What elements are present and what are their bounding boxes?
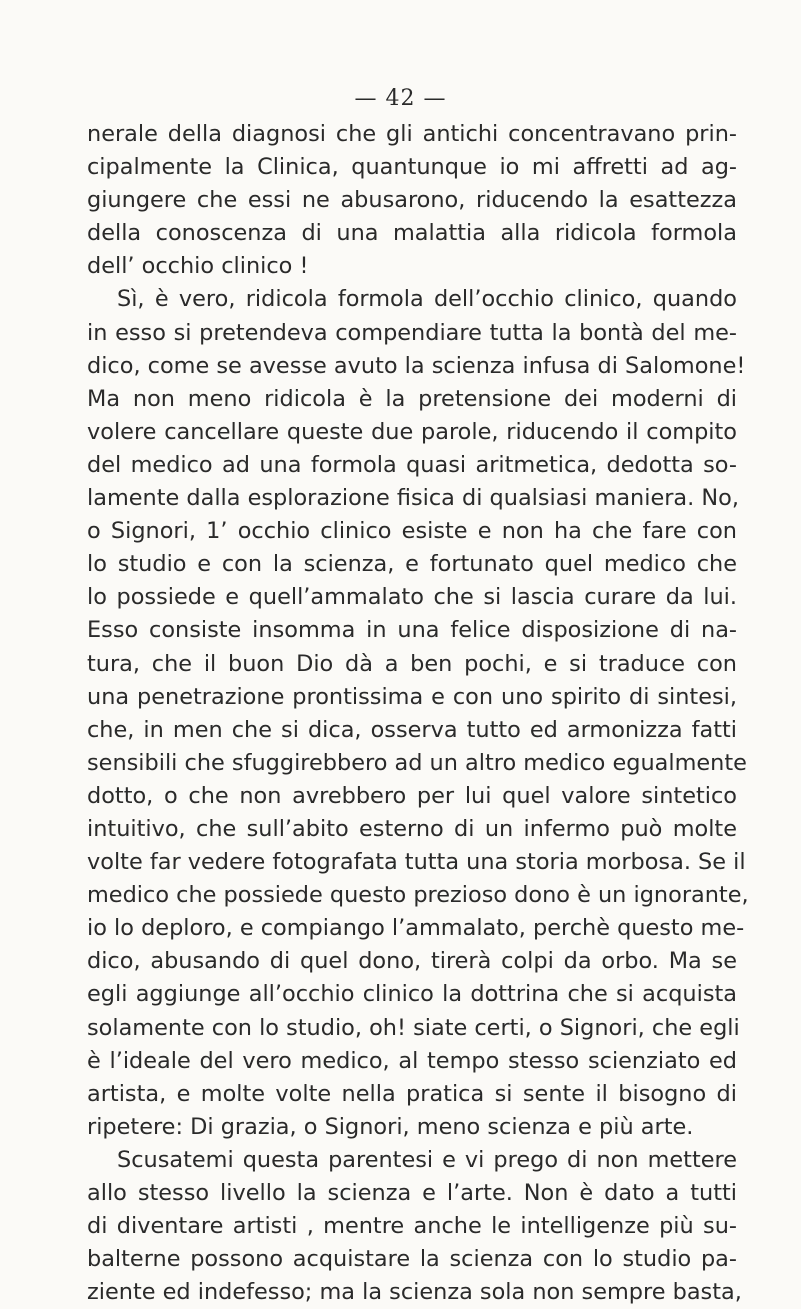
text-line: ziente ed indefesso; ma la scienza sola non sempre basta,: [87, 1279, 742, 1306]
body-text: [87, 118, 749, 1309]
text-line: solamente con lo studio, oh! siate certi, o Signori, che egli: [87, 1014, 740, 1041]
text-line: che, in men che si dica, osserva tutto ed armonizza fatti: [87, 716, 737, 743]
text-line: o Signori, 1’ occhio clinico esiste e non ha che fare con: [87, 518, 737, 545]
text-line: nerale della diagnosi che gli antichi concentravano prin-: [87, 121, 737, 147]
text-line: artista, e molte volte nella pratica si sente il bisogno di: [87, 1080, 737, 1107]
text-line: Sì, è vero, ridicola formola dell’occhio clinico, quando: [117, 286, 737, 313]
text-line: medico che possiede questo prezioso dono è un ignorante,: [87, 882, 749, 909]
text-line: volere cancellare queste due parole, riducendo il compito: [87, 418, 737, 445]
text-line: dotto, o che non avrebbero per lui quel valore sintetico: [87, 782, 737, 809]
text-line: lo studio e con la scienza, e fortunato quel medico che: [87, 551, 737, 578]
text-line: egli aggiunge all’occhio clinico la dottrina che si acquista: [87, 981, 737, 1008]
text-line: volte far vedere fotografata tutta una storia morbosa. Se il: [87, 849, 746, 876]
text-line: sensibili che sfuggirebbero ad un altro medico egualmente: [87, 749, 747, 776]
text-line: dell’ occhio clinico !: [87, 253, 309, 280]
text-line: dico, come se avesse avuto la scienza infusa di Salomone!: [87, 352, 746, 379]
text-line: della conoscenza di una malattia alla ridicola formola: [87, 220, 737, 247]
text-line: tura, che il buon Dio dà a ben pochi, e si traduce con: [87, 650, 737, 677]
text-line: cipalmente la Clinica, quantunque io mi affretti ad ag-: [87, 154, 737, 181]
text-line: io lo deploro, e compiango l’ammalato, perchè questo me-: [87, 915, 745, 942]
text-line: balterne possono acquistare la scienza con lo studio pa-: [87, 1246, 737, 1273]
page-number: — 42 —: [354, 86, 447, 111]
text-line: giungere che essi ne abusarono, riducendo la esattezza: [87, 187, 737, 214]
text-line: allo stesso livello la scienza e l’arte. Non è dato a tutti: [87, 1180, 737, 1206]
text-line: Esso consiste insomma in una felice disposizione di na-: [87, 617, 737, 644]
text-line: del medico ad una formola quasi aritmetica, dedotta so-: [87, 451, 737, 478]
text-line: lo possiede e quell’ammalato che si lascia curare da lui.: [87, 584, 737, 611]
text-line: dico, abusando di quel dono, tirerà colpi da orbo. Ma se: [87, 948, 737, 975]
text-line: lamente dalla esplorazione fisica di qualsiasi maniera. No,: [87, 485, 739, 512]
text-line: ripetere: Di grazia, o Signori, meno scienza e più arte.: [87, 1113, 694, 1140]
text-line: in esso si pretendeva compendiare tutta la bontà del me-: [87, 319, 737, 346]
text-line: intuitivo, che sull’abito esterno di un infermo può molte: [87, 815, 737, 842]
text-line: Ma non meno ridicola è la pretensione dei moderni di: [87, 385, 737, 412]
text-line: Scusatemi questa parentesi e vi prego di non mettere: [117, 1146, 737, 1173]
text-line: è l’ideale del vero medico, al tempo stesso scienziato ed: [87, 1047, 737, 1074]
text-line: di diventare artisti , mentre anche le intelligenze più su-: [87, 1213, 737, 1240]
text-line: una penetrazione prontissima e con uno spirito di sintesi,: [87, 683, 737, 710]
